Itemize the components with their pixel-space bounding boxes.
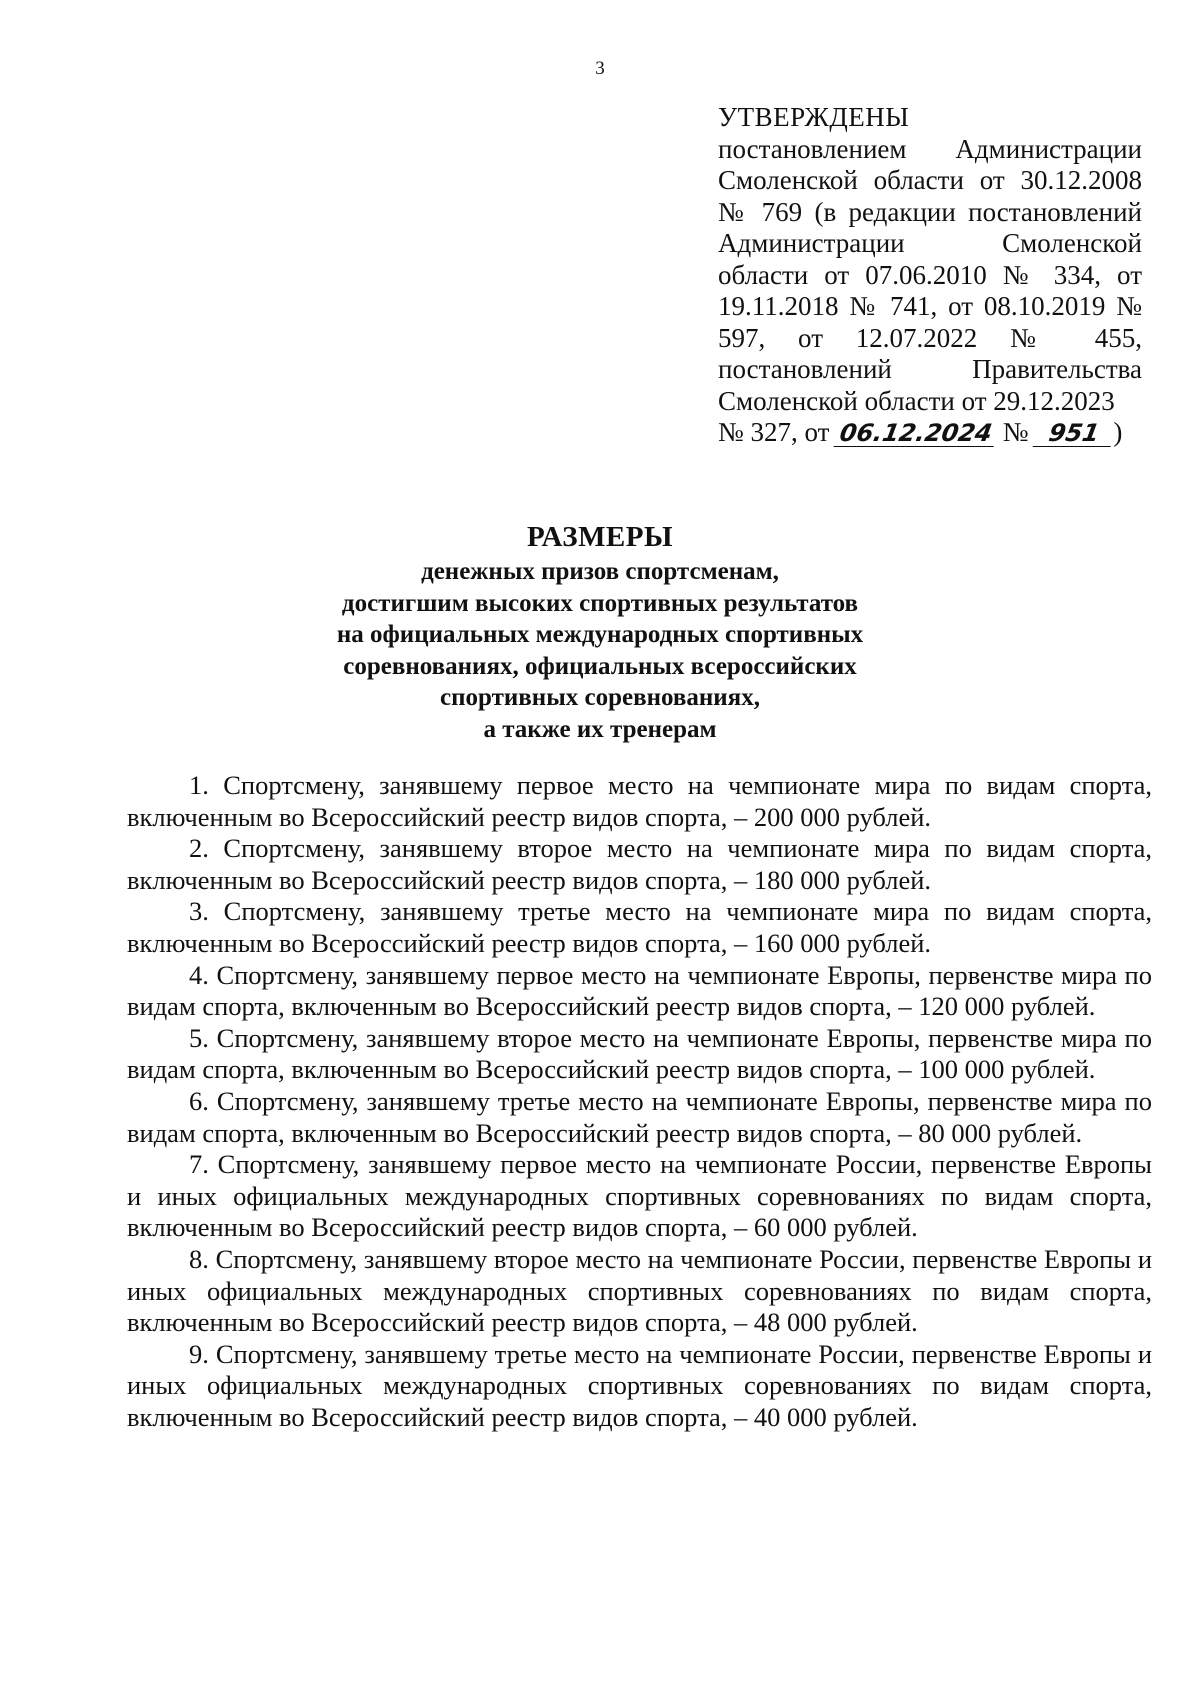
approval-closing: )	[1113, 417, 1123, 447]
prize-item: 4. Спортсмену, занявшему первое место на чемпионате Европы, первенстве мира по видам спорта, включенным во Всероссийский реестр видов спорта, – 120 000 рублей.	[127, 959, 1152, 1022]
heading-line: соревнованиях, официальных всероссийских	[343, 652, 857, 680]
approval-last-prefix: № 327, от	[718, 417, 837, 447]
heading-title: РАЗМЕРЫ	[527, 521, 673, 553]
prize-item: 6. Спортсмену, занявшему третье место на чемпионате Европы, первенстве мира по видам спорта, включенным во Всероссийский реестр видов спорта, – 80 000 рублей.	[127, 1085, 1152, 1148]
heading-line: спортивных соревнованиях,	[440, 684, 760, 711]
approval-last-line	[718, 417, 1142, 449]
prize-item: 9. Спортсмену, занявшему третье место на чемпионате России, первенстве Европы и иных официальных международных спортивных соревнованиях по видам спорта, включенным во Всероссийский реестр видов спорта, – 40 000 рублей.	[127, 1338, 1152, 1432]
prize-item: 2. Спортсмену, занявшему второе место на чемпионате мира по видам спорта, включенным во Всероссийский реестр видов спорта, – 180 000 рублей.	[127, 833, 1152, 895]
heading-line: денежных призов спортсменам,	[421, 558, 779, 585]
prize-item: 7. Спортсмену, занявшему первое место на чемпионате России, первенстве Европы и иных официальных международных спортивных соревнованиях по видам спорта, включенным во Всероссийский реестр видов спорта, – 60 000 рублей.	[127, 1149, 1152, 1243]
approval-block	[718, 102, 1142, 449]
handwritten-date: 06.12.2024	[834, 420, 999, 447]
prize-item: 8. Спортсмену, занявшему второе место на чемпионате России, первенстве Европы и иных официальных международных спортивных соревнованиях по видам спорта, включенным во Всероссийский реестр видов спорта, – 48 000 рублей.	[127, 1243, 1152, 1338]
approval-number-sign: №	[996, 417, 1036, 447]
page-number: 3	[595, 58, 605, 79]
heading-line: достигшим высоких спортивных результатов	[341, 589, 859, 617]
handwritten-number: 951	[1033, 420, 1116, 447]
document-heading	[150, 518, 1050, 745]
prize-item: 3. Спортсмену, занявшему третье место на чемпионате мира по видам спорта, включенным во Всероссийский реестр видов спорта, – 160 000 рублей.	[127, 896, 1152, 958]
prize-item: 5. Спортсмену, занявшему второе место на чемпионате Европы, первенстве мира по видам спорта, включенным во Всероссийский реестр видов спорта, – 100 000 рублей.	[127, 1022, 1152, 1085]
prize-item: 1. Спортсмену, занявшему первое место на чемпионате мира по видам спорта, включенным во Всероссийский реестр видов спорта, – 200 000 рублей.	[127, 770, 1152, 832]
approval-title: УТВЕРЖДЕНЫ	[718, 102, 910, 132]
approval-text: постановлением Администрации Смоленской области от 30.12.2008 № 769 (в редакции постановлений Администрации Смоленской области от 07.06.2010 № 334, от 19.11.2018 № 741, от 08.10.2019 № 597, от 12.07.2022 № 455, постановлений Правительства Смоленской области от 29.12.2023	[718, 133, 1142, 416]
heading-line: на официальных международных спортивных	[336, 621, 864, 648]
prize-list	[127, 770, 1152, 1433]
heading-line: а также их тренерам	[483, 715, 717, 743]
